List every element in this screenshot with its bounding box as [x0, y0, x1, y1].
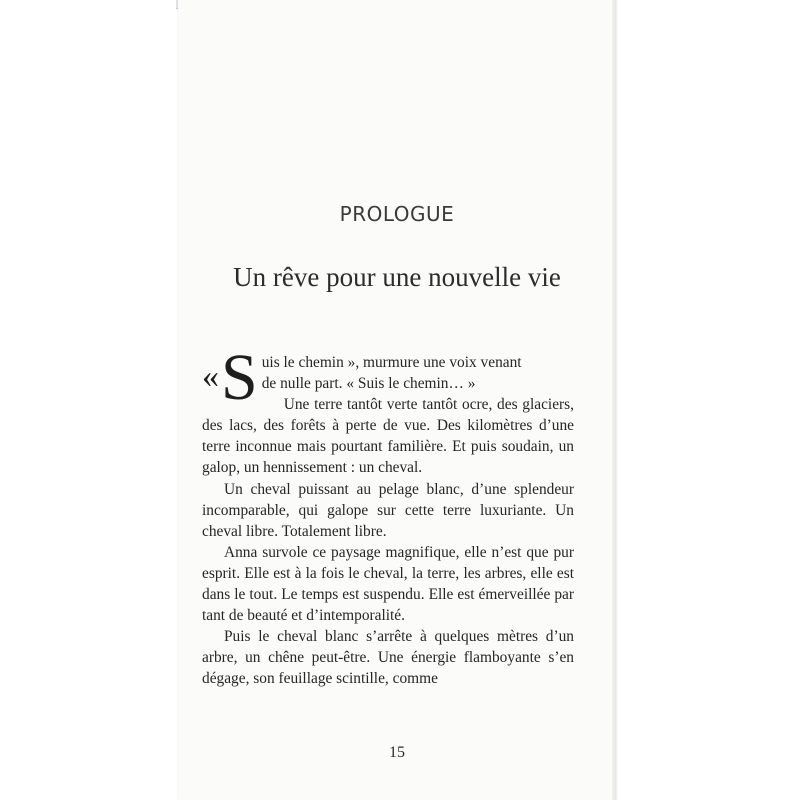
paragraph-1: Une terre tantôt verte tantôt ocre, des glaciers, des lacs, des forêts à perte de vue. Des kilomètres d’une terre inconnue mais pourtant familière. Et puis soudain, un galop, un hennissement : un cheval. — [202, 396, 574, 477]
opening-block — [202, 341, 574, 479]
opening-line-2: de nulle part. « Suis le chemin… » — [261, 375, 476, 393]
chapter-title: Un rêve pour une nouvelle vie — [233, 262, 561, 292]
drop-cap-letter: S — [221, 341, 258, 414]
drop-cap-guillemet: « — [202, 358, 219, 395]
body-text — [202, 341, 574, 690]
paragraph-2: Un cheval puissant au pelage blanc, d’une splendeur incomparable, qui galope sur cette terre luxuriante. Un cheval libre. Totalement libre. — [202, 480, 574, 540]
page-edge — [612, 0, 618, 800]
chapter-label: PROLOGUE — [339, 202, 455, 226]
paragraph-3: Anna survole ce paysage magnifique, elle n’est que pur esprit. Elle est à la fois le cheval, la terre, les arbres, elle est dans le tout. Le temps est suspendu. Elle est émerveillée par tant de beauté et d’intemporalité. — [202, 543, 574, 625]
page-number: 15 — [389, 744, 405, 761]
opening-line-1: uis le chemin », murmure une voix venant — [261, 354, 522, 371]
drop-cap — [202, 341, 258, 414]
paragraph-4: Puis le cheval blanc s’arrête à quelques mètres d’un arbre, un chêne peut-être. Une énergie flamboyante s’en dégage, son feuillage scintille, comme — [202, 628, 574, 688]
